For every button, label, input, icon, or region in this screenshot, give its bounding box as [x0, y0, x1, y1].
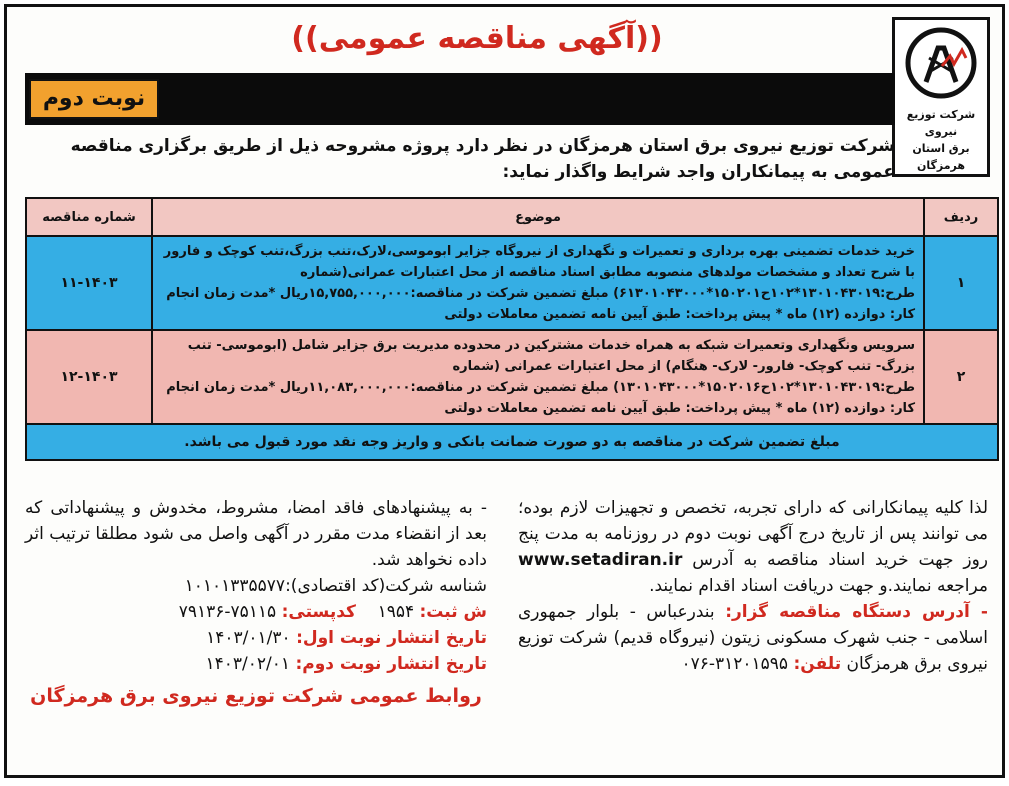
tender-notice — [4, 4, 1005, 778]
rejection-note: - به پیشنهادهای فاقد امضا، مشروط، مخدوش و پیشنهاداتی که بعد از انقضاء مدت مقرر در آگهی واصل می شود مطلقا ترتیب اثر داده نخواهد شد. — [25, 498, 487, 570]
table-row — [26, 236, 998, 330]
row-subject: سرویس ونگهداری وتعمیرات شبکه به همراه خدمات مشترکین در محدوده مدیریت برق جزایر شامل (ابوموسی- تنب بزرگ- تنب کوچک- فارور- لارک- هنگام) از محل اعتبارات عمرانی (شماره طرح:۱۳۰۱۰۴۳۰۱۹*۱۰۲ح۱۵۰۲۰۱۶*۱۳۰۱۰۴۳۰۰۰) مبلغ تضمین شرکت در مناقصه:۱۱,۰۸۳,۰۰۰,۰۰۰ریال *مدت زمان انجام کار: دوازده (۱۲) ماه * پیش پرداخت: طبق آیین نامه تضمین معاملات دولتی — [152, 330, 924, 424]
header-number: شماره مناقصه — [26, 198, 152, 236]
intro-text: شرکت توزیع نیروی برق استان هرمزگان در نظر دارد پروژه مشروحه ذیل از طریق برگزاری مناقصه عمومی به پیمانکاران واجد شرایط واگذار نماید: — [70, 136, 895, 182]
first-pub-value: ۱۴۰۳/۰۱/۳۰ — [206, 628, 291, 648]
first-pub-label: تاریخ انتشار نوبت اول: — [296, 628, 487, 648]
logo-line-1: شرکت توزیع نیروی — [906, 108, 976, 138]
phone-label: تلفن: — [793, 654, 842, 674]
row-subject: خرید خدمات تضمینی بهره برداری و تعمیرات و نگهداری از نیروگاه جزایر ابوموسی،لارک،تنب بزرگ،تنب کوچک و فارور با شرح تعداد و مشخصات مولدهای منصوبه مطابق اسناد مناقصه از محل اعتبارات عمرانی(شماره طرح:۱۳۰۱۰۴۳۰۱۹*۱۰۲ح۱۵۰۲۰۱*۶۱۳۰۱۰۴۳۰۰۰) مبلغ تضمین شرکت در مناقصه:۱۵,۷۵۵,۰۰۰,۰۰۰ریال *مدت زمان انجام کار: دوازده (۱۲) ماه * پیش پرداخت: طبق آیین نامه تضمین معاملات دولتی — [152, 236, 924, 330]
logo-line-2: برق استان هرمزگان — [912, 142, 970, 172]
phone-number: ۰۷۶-۳۱۲۰۱۵۹۵ — [681, 654, 789, 674]
website-link[interactable]: www.setadiran.ir — [518, 550, 683, 570]
public-relations-signature: روابط عمومی شرکت توزیع نیروی برق هرمزگان — [30, 685, 482, 707]
postal-label: کدپستی: — [281, 602, 356, 622]
reg-label: ش ثبت: — [419, 602, 487, 622]
details-column — [25, 495, 487, 709]
address-label: - آدرس دستگاه مناقصه گزار: — [725, 602, 988, 622]
row-radif: ۲ — [924, 330, 998, 424]
first-publication-line — [25, 625, 487, 651]
second-publication-line — [25, 651, 487, 677]
registration-postal-line — [25, 599, 487, 625]
guarantee-note: مبلغ تضمین شرکت در مناقصه به دو صورت ضمانت بانکی و واریز وجه نقد مورد قبول می باشد. — [26, 424, 998, 460]
national-id: شناسه شرکت(کد اقتصادی):۱۰۱۰۱۳۳۵۵۷۷ — [184, 576, 487, 596]
company-logo — [892, 17, 990, 177]
postal-value: ۷۹۱۳۶-۷۵۱۱۵ — [178, 602, 277, 622]
header-radif: ردیف — [924, 198, 998, 236]
instructions-text-end: مراجعه نمایند.و جهت دریافت اسناد اقدام نمایند. — [649, 576, 988, 596]
row-number: ۱۲-۱۴۰۳ — [26, 330, 152, 424]
table-header-row — [26, 198, 998, 236]
instructions-column — [518, 495, 988, 677]
tender-table — [25, 197, 999, 461]
table-row — [26, 330, 998, 424]
power-tower-icon — [904, 26, 978, 100]
reg-value: ۱۹۵۴ — [377, 602, 415, 622]
row-number: ۱۱-۱۴۰۳ — [26, 236, 152, 330]
address-text: بندرعباس - بلوار جمهوری اسلامی - جنب شهرک مسکونی زیتون (نیروگاه قدیم) شرکت توزیع نیروی برق هرمزگان — [518, 602, 988, 674]
row-radif: ۱ — [924, 236, 998, 330]
notice-title: ((آگهی مناقصه عمومی)) — [291, 21, 663, 56]
second-pub-label: تاریخ انتشار نوبت دوم: — [295, 654, 487, 674]
table-footer-row — [26, 424, 998, 460]
second-round-badge: نوبت دوم — [29, 79, 159, 119]
header-subject: موضوع — [152, 198, 924, 236]
instructions-text: لذا کلیه پیمانکارانی که دارای تجربه، تخصص و تجهیزات لازم بوده؛ می توانند پس از تاریخ درج آگهی نوبت دوم در روزنامه به مدت پنج روز جهت خرید اسناد مناقصه به آدرس — [518, 498, 988, 570]
second-pub-value: ۱۴۰۳/۰۲/۰۱ — [205, 654, 291, 674]
